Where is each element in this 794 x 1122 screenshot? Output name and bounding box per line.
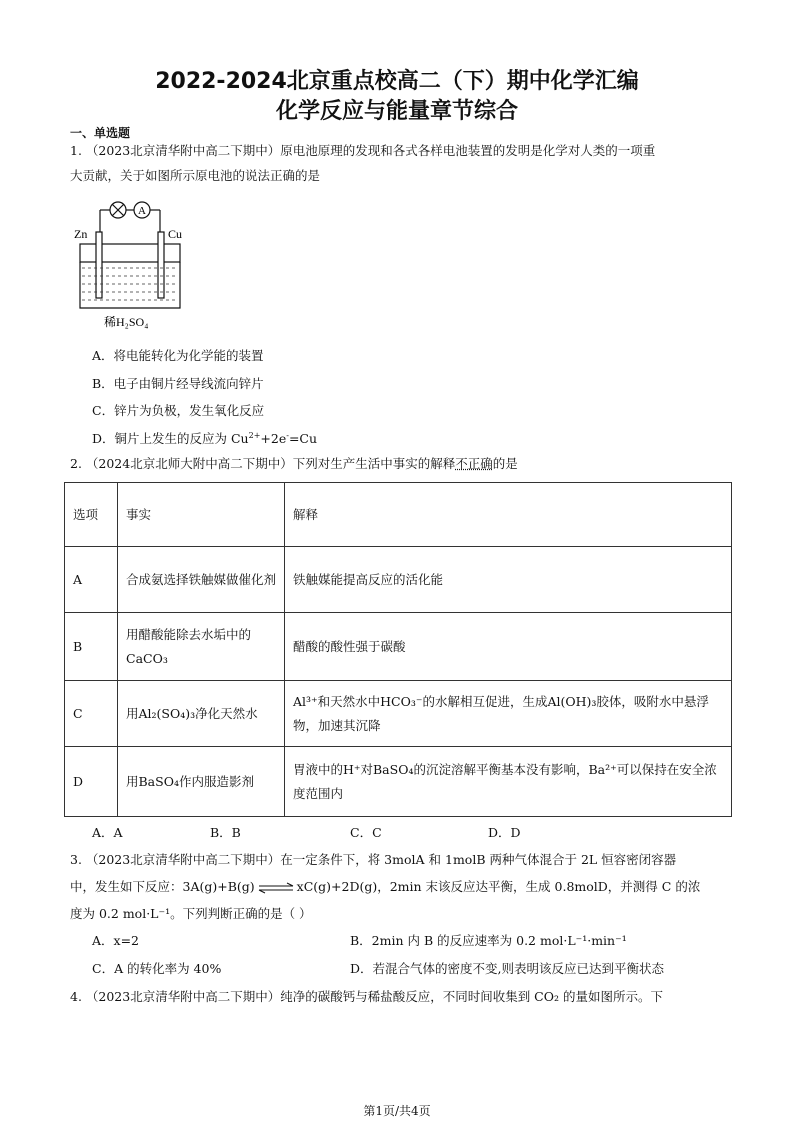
q2-emphasis: 不正确 <box>455 456 493 471</box>
q3-stem-line2: 中，发生如下反应：3A(g)+B(g) xC(g)+2D(g)，2min 末该反应达平衡，生成 0.8molD，并测得 C 的浓 <box>70 879 701 894</box>
page-subtitle: 化学反应与能量章节综合 <box>275 99 518 124</box>
q2-stem: 2. （2024北京北师大附中高二下期中）下列对生产生活中事实的解释不正确的是 <box>70 456 518 471</box>
ammeter-icon <box>134 202 150 218</box>
table-row: C 用Al₂(SO₄)₃净化天然水 Al³⁺和天然水中HCO₃⁻的水解相互促进，生成Al(OH)₃胶体，吸附水中悬浮物，加速其沉降 <box>65 681 732 747</box>
header-option: 选项 <box>65 483 118 547</box>
header-fact: 事实 <box>118 483 285 547</box>
q1-option-a[interactable]: A．将电能转化为化学能的装置 <box>92 348 264 363</box>
lamp-icon <box>110 202 126 218</box>
page-footer: 第1页/共4页 <box>363 1104 431 1118</box>
equilibrium-arrow-icon <box>257 882 295 894</box>
table-row: A 合成氨选择铁触媒做催化剂 铁触媒能提高反应的活化能 <box>65 547 732 613</box>
q4-stem-line1: 4. （2023北京清华附中高二下期中）纯净的碳酸钙与稀盐酸反应，不同时间收集到 CO₂ 的量如图所示。下 <box>70 989 663 1004</box>
page-title: 2022-2024北京重点校高二（下）期中化学汇编 <box>155 69 639 94</box>
solution-label: 稀H₂SO₄ <box>104 315 149 329</box>
q3-option-c[interactable]: C．A 的转化率为 40% <box>92 961 222 976</box>
q2-choice-a[interactable]: A．A <box>92 825 123 840</box>
q3-option-d[interactable]: D．若混合气体的密度不变,则表明该反应已达到平衡状态 <box>350 961 664 976</box>
q3-option-b[interactable]: B．2min 内 B 的反应速率为 0.2 mol·L⁻¹·min⁻¹ <box>350 933 627 948</box>
q3-stem-line1: 3. （2023北京清华附中高二下期中）在一定条件下，将 3molA 和 1molB 两种气体混合于 2L 恒容密闭容器 <box>70 852 677 867</box>
q2-choice-b[interactable]: B．B <box>210 825 241 840</box>
q1-option-d[interactable]: D．铜片上发生的反应为 $Cu^{2+}+2e^-=Cu$ <box>92 430 318 446</box>
table-header-row <box>65 483 732 547</box>
q3-stem-line3: 度为 0.2 mol·L⁻¹。下列判断正确的是（ ） <box>70 906 312 921</box>
q1-stem-line1: 1. （2023北京清华附中高二下期中）原电池原理的发现和各式各样电池装置的发明是化学对人类的一项重 <box>70 143 656 158</box>
header-explanation: 解释 <box>285 483 732 547</box>
section-heading: 一、单选题 <box>70 126 131 140</box>
q2-table <box>64 482 732 817</box>
q1-stem-line2: 大贡献，关于如图所示原电池的说法正确的是 <box>70 168 321 183</box>
table-row: B 用醋酸能除去水垢中的CaCO₃ 醋酸的酸性强于碳酸 <box>65 613 732 681</box>
q1-option-b[interactable]: B．电子由铜片经导线流向锌片 <box>92 376 264 391</box>
zn-label: Zn <box>74 227 88 241</box>
q1-option-c[interactable]: C．锌片为负极，发生氧化反应 <box>92 403 265 418</box>
q3-option-a[interactable]: A．x=2 <box>92 933 140 948</box>
svg-text:A: A <box>138 205 146 217</box>
q2-choice-d[interactable]: D．D <box>488 825 521 840</box>
cu-label: Cu <box>168 227 183 241</box>
table-row: D 用BaSO₄作内服造影剂 胃液中的H⁺对BaSO₄的沉淀溶解平衡基本没有影响，Ba²⁺可以保持在安全浓度范围内 <box>65 747 732 817</box>
galvanic-cell-diagram <box>74 196 204 338</box>
q2-choice-c[interactable]: C．C <box>350 825 382 840</box>
